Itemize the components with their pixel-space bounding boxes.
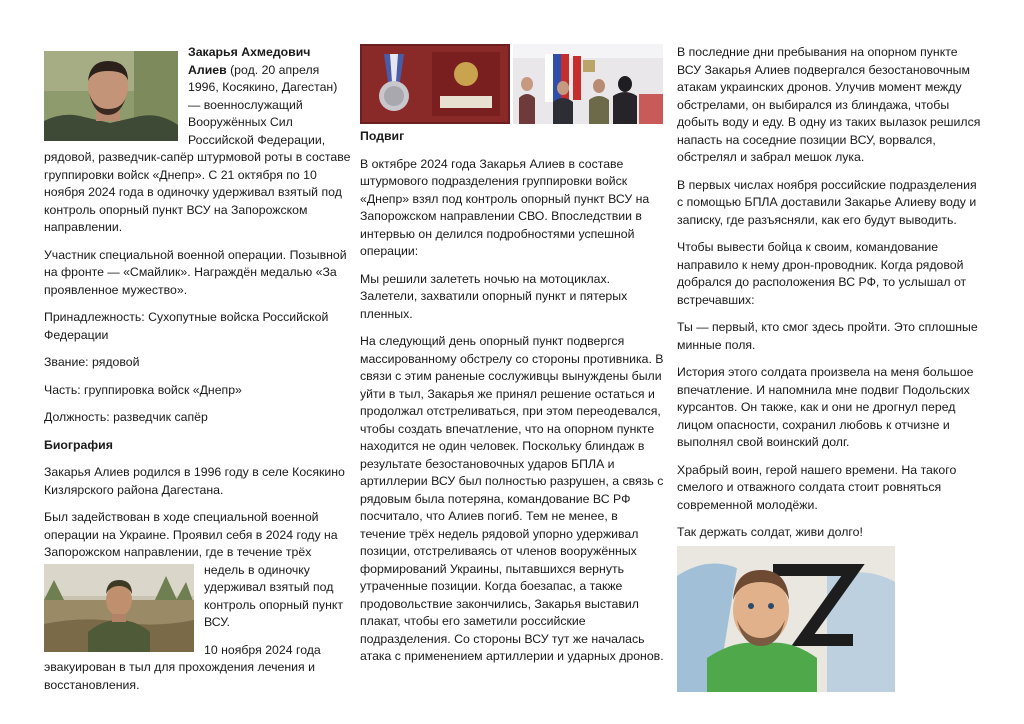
participant-paragraph: Участник специальной военной операции. Позывной на фронте — «Смайлик». Награждён медалью «За проявленное мужество». <box>44 247 347 297</box>
biography-paragraph-3: 10 ноября 2024 года эвакуирован в тыл для прохождения лечения и восстановления. <box>44 642 321 692</box>
ceremony-photo <box>513 44 663 124</box>
biography-paragraph-1: Закарья Алиев родился в 1996 году в селе Косякино Кизлярского района Дагестана. <box>44 465 345 497</box>
column-2 <box>360 44 665 676</box>
rank-line: Звание: рядовой <box>44 355 140 369</box>
column-1 <box>44 44 352 704</box>
col3-paragraph-5: История этого солдата произвела на меня большое впечатление. И напомнила мне подвиг Подольских курсантов. Он также, как и они не дрогнул перед лицом опасности, сохранил любовь к отчизне и выполнял свой воинский долг. <box>677 365 974 449</box>
col3-paragraph-6: Храбрый воин, герой нашего времени. На такого смелого и отважного солдата стоит ровняться современной молодёжи. <box>677 462 957 512</box>
affiliation-line: Принадлежность: Сухопутные войска Российской Федерации <box>44 310 329 342</box>
field-photo <box>44 564 194 652</box>
portrait-drawing <box>677 546 895 692</box>
biography-paragraph-2-end: недель в одиночку удерживал взятый под контроль опорный пункт ВСУ. <box>204 562 344 629</box>
position-line: Должность: разведчик сапёр <box>44 410 208 424</box>
portrait-photo <box>44 51 178 141</box>
column-3 <box>677 44 982 692</box>
feat-paragraph-1: В октябре 2024 года Закарья Алиев в составе штурмового подразделения группировки войск «Днепр» взял под контроль опорный пункт ВСУ на Запорожском направлении СВО. Впоследствии в интервью он делился подробностями успешной операции: <box>360 156 650 258</box>
feat-paragraph-3: На следующий день опорный пункт подвергся массированному обстрелу со стороны противника. В связи с этим раненые сослуживцы вынуждены были уйти в тыл, Закарья же принял решение остаться и продолжал отстреливаться, при этом переодевался, чтобы создать впечатление, что на опорном пункте находится не один человек. Поскольку блиндаж в результате безостановочных ударов БПЛА и артиллерии ВСУ был полностью разрушен, а связь с рядовым была потеряна, командование ВС РФ посчитало, что Алиев погиб. Тем не менее, в течение трёх недель рядовой упорно удерживал позиции, отстреливаясь от членов вооружённых формирований Украины, пытавшихся вернуть утраченные позиции. Когда боезапас, а также продовольствие закончились, Закарья выставил плакат, чтобы его заметили российские подразделения. Со стороны ВСУ тут же началась атака с применением артиллерии и ударных дронов. <box>360 334 664 663</box>
intro-paragraph: Закарья Ахмедович Алиев (род. 20 апреля 1996, Косякино, Дагестан) — военнослужащий Вооружённых Сил Российской Федерации, рядовой, разведчик-сапёр штурмовой роты в составе группировки войск «Днепр». С 21 октября по 10 ноября 2024 года в одиночку удерживал взятый под контроль опорный пункт ВСУ на Запорожском направлении. <box>44 45 351 234</box>
col3-paragraph-1: В последние дни пребывания на опорном пункте ВСУ Закарья Алиев подвергался безостановочным атакам украинских дронов. Улучив момент между обстрелами, он выбирался из блиндажа, чтобы добыть воду и еду. В одну из таких вылазок решился напасть на соседние позиции ВСУ, ворвался, обстрелял и забрал мешок лука. <box>677 45 981 164</box>
feat-heading: Подвиг <box>360 129 405 143</box>
col3-paragraph-3: Чтобы вывести бойца к своим, командование направило к нему дрон-проводник. Когда рядовой добрался до расположения ВС РФ, то услышал от встречавших: <box>677 240 967 307</box>
biography-paragraph-2-start: Был задействован в ходе специальной военной операции на Украине. Проявил себя в 2024 году на Запорожском направлении, где в течение трёх <box>44 510 338 559</box>
col3-closing-line: Так держать солдат, живи долго! <box>677 525 863 539</box>
feat-quote: Мы решили залететь ночью на мотоциклах. Залетели, захватили опорный пункт и пятерых пленных. <box>360 271 628 321</box>
unit-line: Часть: группировка войск «Днепр» <box>44 382 242 397</box>
col3-paragraph-2: В первых числах ноября российские подразделения с помощью БПЛА доставили Закарье Алиеву воду и записку, где разъясняли, как его будут выводить. <box>677 177 977 227</box>
col3-quote: Ты — первый, кто смог здесь пройти. Это сплошные минные поля. <box>677 320 978 352</box>
biography-heading: Биография <box>44 437 113 452</box>
medal-photo <box>360 44 510 124</box>
photo-strip <box>360 44 665 124</box>
person-name: Закарья Ахмедович Алиев <box>188 45 311 77</box>
